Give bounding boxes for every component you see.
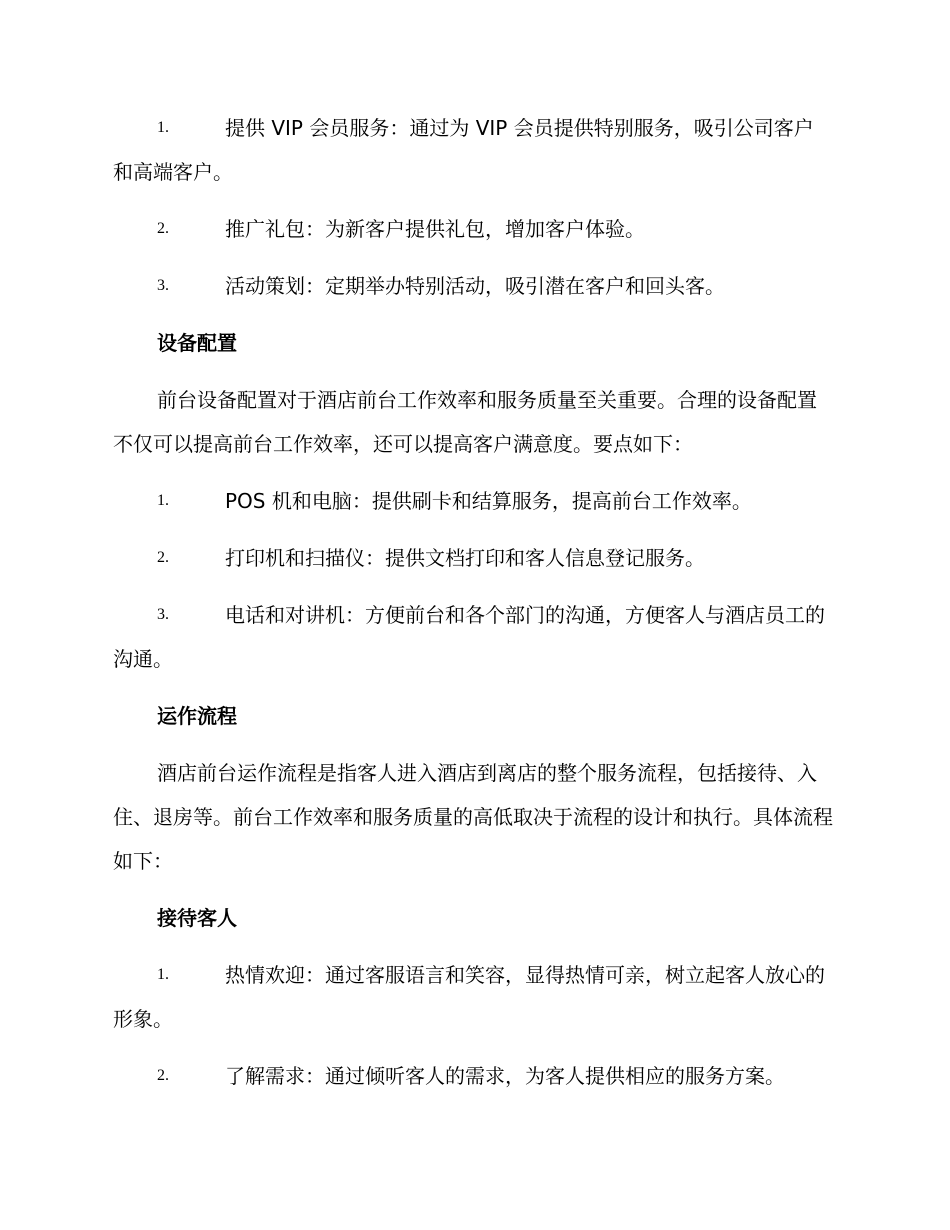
list-item-text: 打印机和扫描仪：提供文档打印和客人信息登记服务。 [225, 546, 705, 570]
section-heading-reception: 接待客人 [157, 906, 237, 930]
list-number: 2. [157, 1067, 169, 1084]
list-item [113, 106, 833, 194]
list-item-text: 活动策划：定期举办特别活动，吸引潜在客户和回头客。 [225, 274, 725, 298]
list-item-text: POS 机和电脑：提供刷卡和结算服务，提高前台工作效率。 [225, 489, 752, 513]
list-item-text: 了解需求：通过倾听客人的需求，为客人提供相应的服务方案。 [225, 1064, 785, 1088]
list-item [113, 264, 833, 308]
list-item-text: 热情欢迎：通过客服语言和笑容，显得热情可亲，树立起客人放心的形象。 [113, 963, 825, 1031]
paragraph: 前台设备配置对于酒店前台工作效率和服务质量至关重要。合理的设备配置不仅可以提高前台工作效率，还可以提高客户满意度。要点如下： [113, 388, 817, 456]
list-number: 2. [157, 220, 169, 237]
list-number: 3. [157, 606, 169, 623]
list-item [113, 953, 833, 1041]
list-number: 1. [157, 119, 169, 136]
list-number: 1. [157, 492, 169, 509]
list-item-text: 电话和对讲机：方便前台和各个部门的沟通，方便客人与酒店员工的沟通。 [113, 603, 825, 671]
list-number: 1. [157, 966, 169, 983]
section-heading-workflow: 运作流程 [157, 704, 237, 728]
document-page [113, 106, 833, 1111]
list-item [113, 1054, 833, 1098]
list-item [113, 207, 833, 251]
list-number: 3. [157, 277, 169, 294]
list-item-text: 推广礼包：为新客户提供礼包，增加客户体验。 [225, 217, 645, 241]
list-item [113, 593, 833, 681]
list-item-text: 提供 VIP 会员服务：通过为 VIP 会员提供特别服务，吸引公司客户和高端客户。 [113, 116, 814, 184]
paragraph: 酒店前台运作流程是指客人进入酒店到离店的整个服务流程，包括接待、入住、退房等。前台工作效率和服务质量的高低取决于流程的设计和执行。具体流程如下： [113, 761, 833, 873]
list-item [113, 536, 833, 580]
list-item [113, 479, 833, 523]
list-number: 2. [157, 549, 169, 566]
section-heading-equipment: 设备配置 [157, 331, 237, 355]
